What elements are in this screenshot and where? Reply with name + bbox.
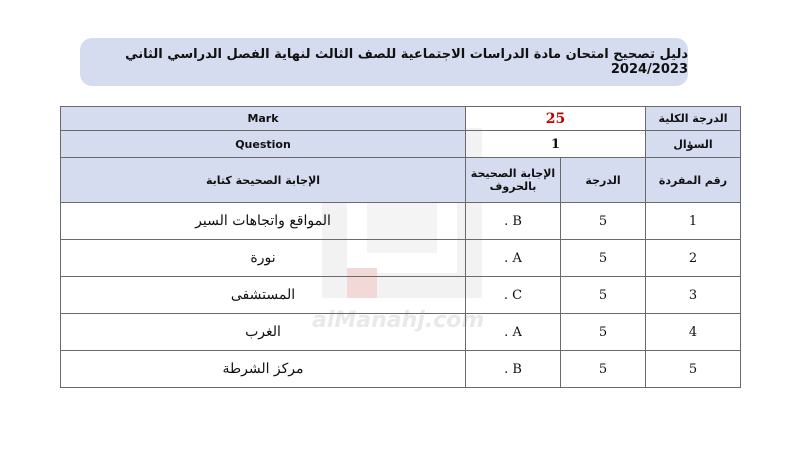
letter-answer: A . xyxy=(466,314,561,351)
item-number: 1 xyxy=(646,203,741,240)
grade-value: 5 xyxy=(561,314,646,351)
table-row xyxy=(61,240,741,277)
letter-answer: B . xyxy=(466,351,561,388)
col-letter-answer: الإجابة الصحيحة بالحروف xyxy=(466,158,561,203)
total-grade-label: الدرجة الكلية xyxy=(646,107,741,131)
item-number: 4 xyxy=(646,314,741,351)
written-answer: مركز الشرطة xyxy=(61,351,466,388)
letter-answer: B . xyxy=(466,203,561,240)
col-written-answer: الإجابة الصحيحة كتابة xyxy=(61,158,466,203)
column-header-row xyxy=(61,158,741,203)
grade-value: 5 xyxy=(561,240,646,277)
table-row xyxy=(61,203,741,240)
grade-value: 5 xyxy=(561,203,646,240)
mark-value: 25 xyxy=(466,107,646,131)
answer-key-table xyxy=(60,106,741,388)
written-answer: المستشفى xyxy=(61,277,466,314)
question-label: Question xyxy=(61,131,466,158)
question-label-ar: السؤال xyxy=(646,131,741,158)
item-number: 2 xyxy=(646,240,741,277)
mark-row xyxy=(61,107,741,131)
table-row xyxy=(61,277,741,314)
col-item-number: رقم المفردة xyxy=(646,158,741,203)
written-answer: نورة xyxy=(61,240,466,277)
item-number: 5 xyxy=(646,351,741,388)
question-row xyxy=(61,131,741,158)
written-answer: الغرب xyxy=(61,314,466,351)
letter-answer: A . xyxy=(466,240,561,277)
question-value: 1 xyxy=(466,131,646,158)
written-answer: المواقع واتجاهات السير xyxy=(61,203,466,240)
letter-answer: C . xyxy=(466,277,561,314)
item-number: 3 xyxy=(646,277,741,314)
exam-title: دليل تصحيح امتحان مادة الدراسات الاجتماعية للصف الثالث لنهاية الفصل الدراسي الثاني 2024/2023 xyxy=(125,47,688,77)
grade-value: 5 xyxy=(561,277,646,314)
watermark-text: alManahj.com xyxy=(312,308,485,333)
grade-value: 5 xyxy=(561,351,646,388)
exam-title-banner xyxy=(80,38,688,86)
table-row xyxy=(61,351,741,388)
mark-label: Mark xyxy=(61,107,466,131)
col-grade: الدرجة xyxy=(561,158,646,203)
table-row xyxy=(61,314,741,351)
